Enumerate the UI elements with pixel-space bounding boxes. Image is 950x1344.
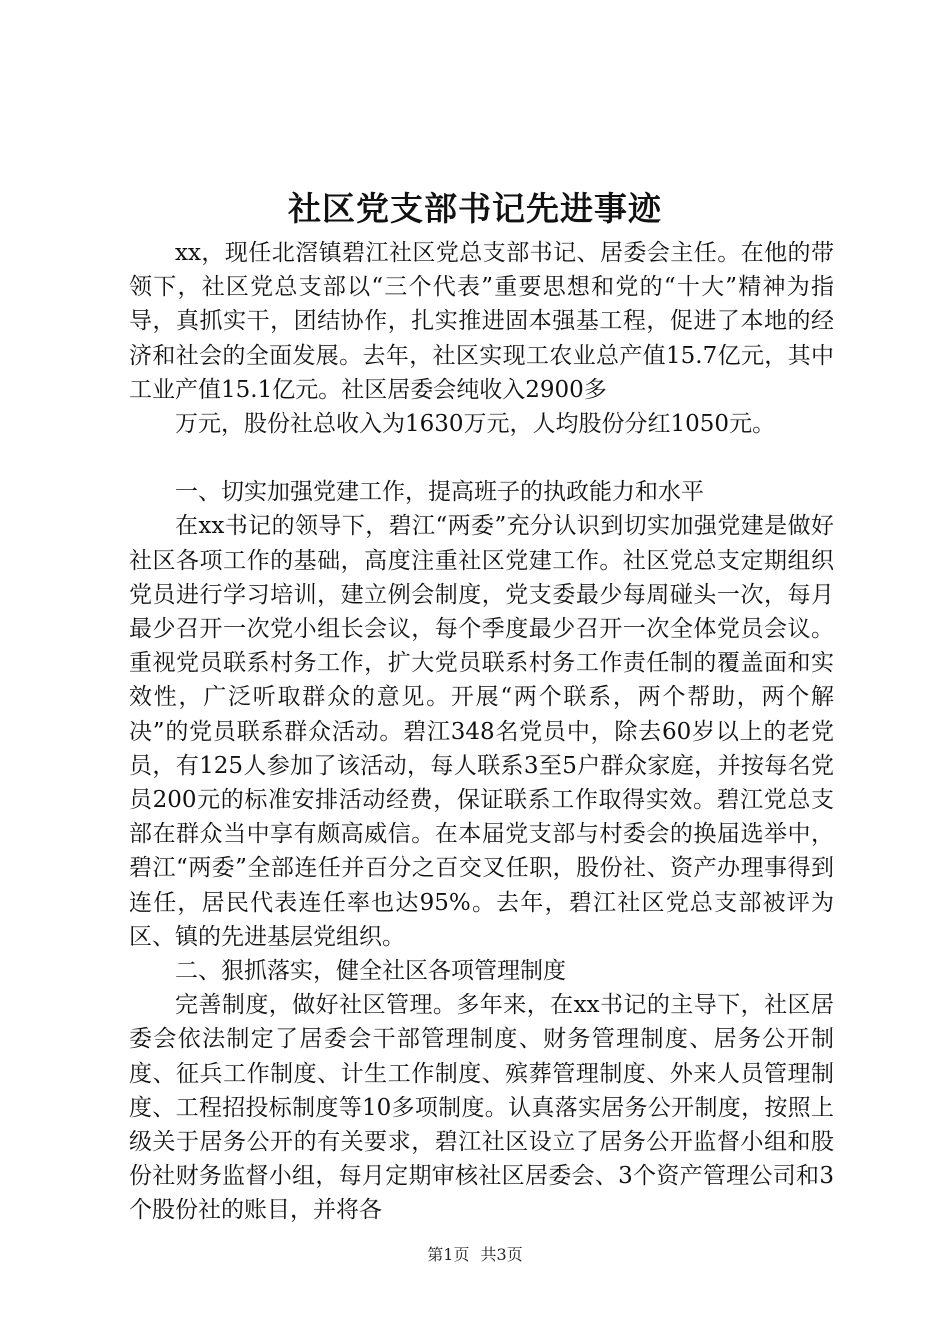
page-total: 共3页	[480, 1245, 523, 1264]
paragraph-section-1: 在xx书记的领导下，碧江“两委”充分认识到切实加强党建是做好社区各项工作的基础，高度注重社区党建工作。社区党总支定期组织党员进行学习培训，建立例会制度，党支委最少每周碰头一次，每月最少召开一次党小组长会议，每个季度最少召开一次全体党员会议。重视党员联系村务工作，扩大党员联系村务工作责任制的覆盖面和实效性，广泛听取群众的意见。开展“两个联系，两个帮助，两个解决”的党员联系群众活动。碧江348名党员中，除去60岁以上的老党员，有125人参加了该活动，每人联系3至5户群众家庭，并按每名党员200元的标准安排活动经费，保证联系工作取得实效。碧江党总支部在群众当中享有颇高威信。在本届党支部与村委会的换届选举中，碧江“两委”全部连任并百分之百交叉任职，股份社、资产办理事得到连任，居民代表连任率也达95%。去年，碧江社区党总支部被评为区、镇的先进基层党组织。	[129, 513, 834, 950]
paragraph-spacer	[129, 441, 834, 475]
paragraph-section-2: 完善制度，做好社区管理。多年来，在xx书记的主导下，社区居委会依法制定了居委会干部管理制度、财务管理制度、居务公开制度、征兵工作制度、计生工作制度、殡葬管理制度、外来人员管理制度、工程招投标制度等10多项制度。认真落实居务公开制度，按照上级关于居务公开的有关要求，碧江社区设立了居务公开监督小组和股份社财务监督小组，每月定期审核社区居委会、3个资产管理公司和3个股份社的账目，并将各	[129, 992, 834, 1224]
page-footer	[0, 1244, 950, 1266]
section-heading-2: 二、狠抓落实，健全社区各项管理制度	[175, 958, 566, 985]
document-body	[129, 236, 834, 1228]
page-number: 第1页	[427, 1245, 470, 1264]
paragraph-intro: xx，现任北滘镇碧江社区党总支部书记、居委会主任。在他的带领下，社区党总支部以“三个代表”重要思想和党的“十大”精神为指导，真抓实干，团结协作，扎实推进固本强基工程，促进了本地的经济和社会的全面发展。去年，社区实现工农业总产值15.7亿元，其中工业产值15.1亿元。社区居委会纯收入2900多	[129, 240, 834, 403]
document-title: 社区党支部书记先进事迹	[288, 189, 662, 228]
section-heading-1: 一、切实加强党建工作，提高班子的执政能力和水平	[175, 479, 704, 506]
paragraph-intro-continued: 万元，股份社总收入为1630万元，人均股份分红1050元。	[175, 411, 776, 438]
